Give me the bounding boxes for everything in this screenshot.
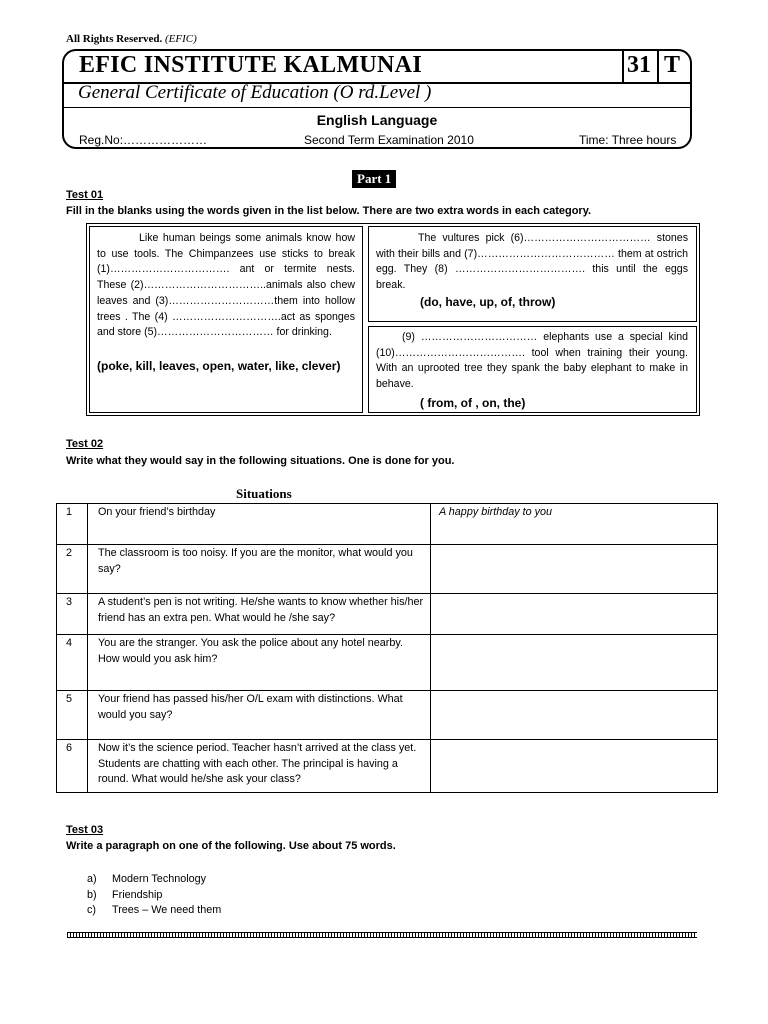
list-item: [87, 872, 221, 888]
situation-text: You are the stranger. You ask the police about any hotel nearby. How would you ask him?: [88, 635, 431, 691]
paper-code-number: 31: [627, 52, 651, 78]
exam-name: Second Term Examination 2010: [304, 133, 474, 147]
option-marker: a): [87, 873, 97, 885]
exam-time: Time: Three hours: [579, 133, 677, 147]
option-marker: c): [87, 904, 96, 916]
situation-text: On your friend’s birthday: [88, 504, 431, 545]
header-divider: [657, 49, 659, 82]
header-rule: [62, 107, 692, 108]
row-number: 3: [57, 594, 88, 635]
reg-no: Reg.No:…………………: [79, 133, 208, 147]
situation-text: Now it’s the science period. Teacher hasn’t arrived at the class yet. Students are chatting with each other. The principal is having a round. What would he/she ask your class?: [88, 740, 431, 793]
institute-title: EFIC INSTITUTE KALMUNAI: [79, 52, 422, 78]
row-number: 2: [57, 545, 88, 594]
row-number: 1: [57, 504, 88, 545]
end-divider: [67, 932, 697, 938]
table-row: [57, 545, 718, 594]
situation-text: The classroom is too noisy. If you are the monitor, what would you say?: [88, 545, 431, 594]
answer-cell: [431, 740, 718, 793]
test02-instruction: Write what they would say in the following situations. One is done for you.: [66, 455, 455, 467]
option-text: Modern Technology: [112, 873, 207, 885]
paper-code-letter: T: [664, 52, 681, 78]
part-label: Part 1: [352, 170, 396, 188]
list-item: [87, 903, 221, 919]
table-row: [57, 691, 718, 740]
test01-instruction: Fill in the blanks using the words given in the list below. There are two extra words in each category.: [66, 205, 592, 217]
passage-3: (9) …………………………… elephants use a special kind (10)………………………………. tool when training their young. With an uprooted tree they spank the baby elephant to make in behave.: [376, 331, 688, 391]
word-list-3: ( from, of , on, the): [420, 396, 526, 410]
rights-notice: [66, 33, 197, 45]
word-list-1: (poke, kill, leaves, open, water, like, clever): [97, 359, 341, 373]
rights-text: All Rights Reserved.: [66, 33, 163, 45]
answer-cell: A happy birthday to you: [431, 504, 718, 545]
passage-1: Like human beings some animals know how to use tools. The Chimpanzees use sticks to break (1)……………………………. ant or termite nests. These (2)……………………………..animals also chew leaves and (3)…………………………them into hollow trees . The (4) ………………………….act as sponges and store (5)…………………………… for drinking.: [97, 232, 355, 339]
subject-title: English Language: [316, 112, 438, 128]
answer-cell: [431, 635, 718, 691]
rights-org: (EFIC): [165, 33, 197, 45]
test02-label: Test 02: [66, 438, 104, 450]
test01-label: Test 01: [66, 189, 104, 201]
situation-text: Your friend has passed his/her O/L exam with distinctions. What would you say?: [88, 691, 431, 740]
option-text: Trees – We need them: [112, 904, 222, 916]
answer-cell: [431, 594, 718, 635]
table-row: [57, 594, 718, 635]
test03-label: Test 03: [66, 824, 104, 836]
option-text: Friendship: [112, 888, 163, 901]
row-number: 4: [57, 635, 88, 691]
option-marker: b): [87, 888, 97, 901]
answer-cell: [431, 545, 718, 594]
table-row: [57, 504, 718, 545]
word-list-2: (do, have, up, of, throw): [420, 295, 556, 309]
answer-cell: [431, 691, 718, 740]
list-item: [87, 888, 221, 904]
table-row: [57, 740, 718, 793]
row-number: 6: [57, 740, 88, 793]
certificate-title: General Certificate of Education (O rd.Level ): [78, 82, 432, 103]
test03-instruction: Write a paragraph on one of the following. Use about 75 words.: [66, 840, 396, 852]
situation-text: A student’s pen is not writing. He/she wants to know whether his/her friend has an extra pen. What would he /she say?: [88, 594, 431, 635]
situations-table: [56, 503, 718, 793]
passage-2: The vultures pick (6)……………………………… stones with their bills and (7)………………………………… them at ostrich egg. They (8) ………………………………. this until the eggs break.: [376, 232, 688, 292]
header-divider: [622, 49, 624, 82]
situations-title: Situations: [236, 486, 292, 501]
topic-options: [87, 872, 221, 919]
table-row: [57, 635, 718, 691]
row-number: 5: [57, 691, 88, 740]
